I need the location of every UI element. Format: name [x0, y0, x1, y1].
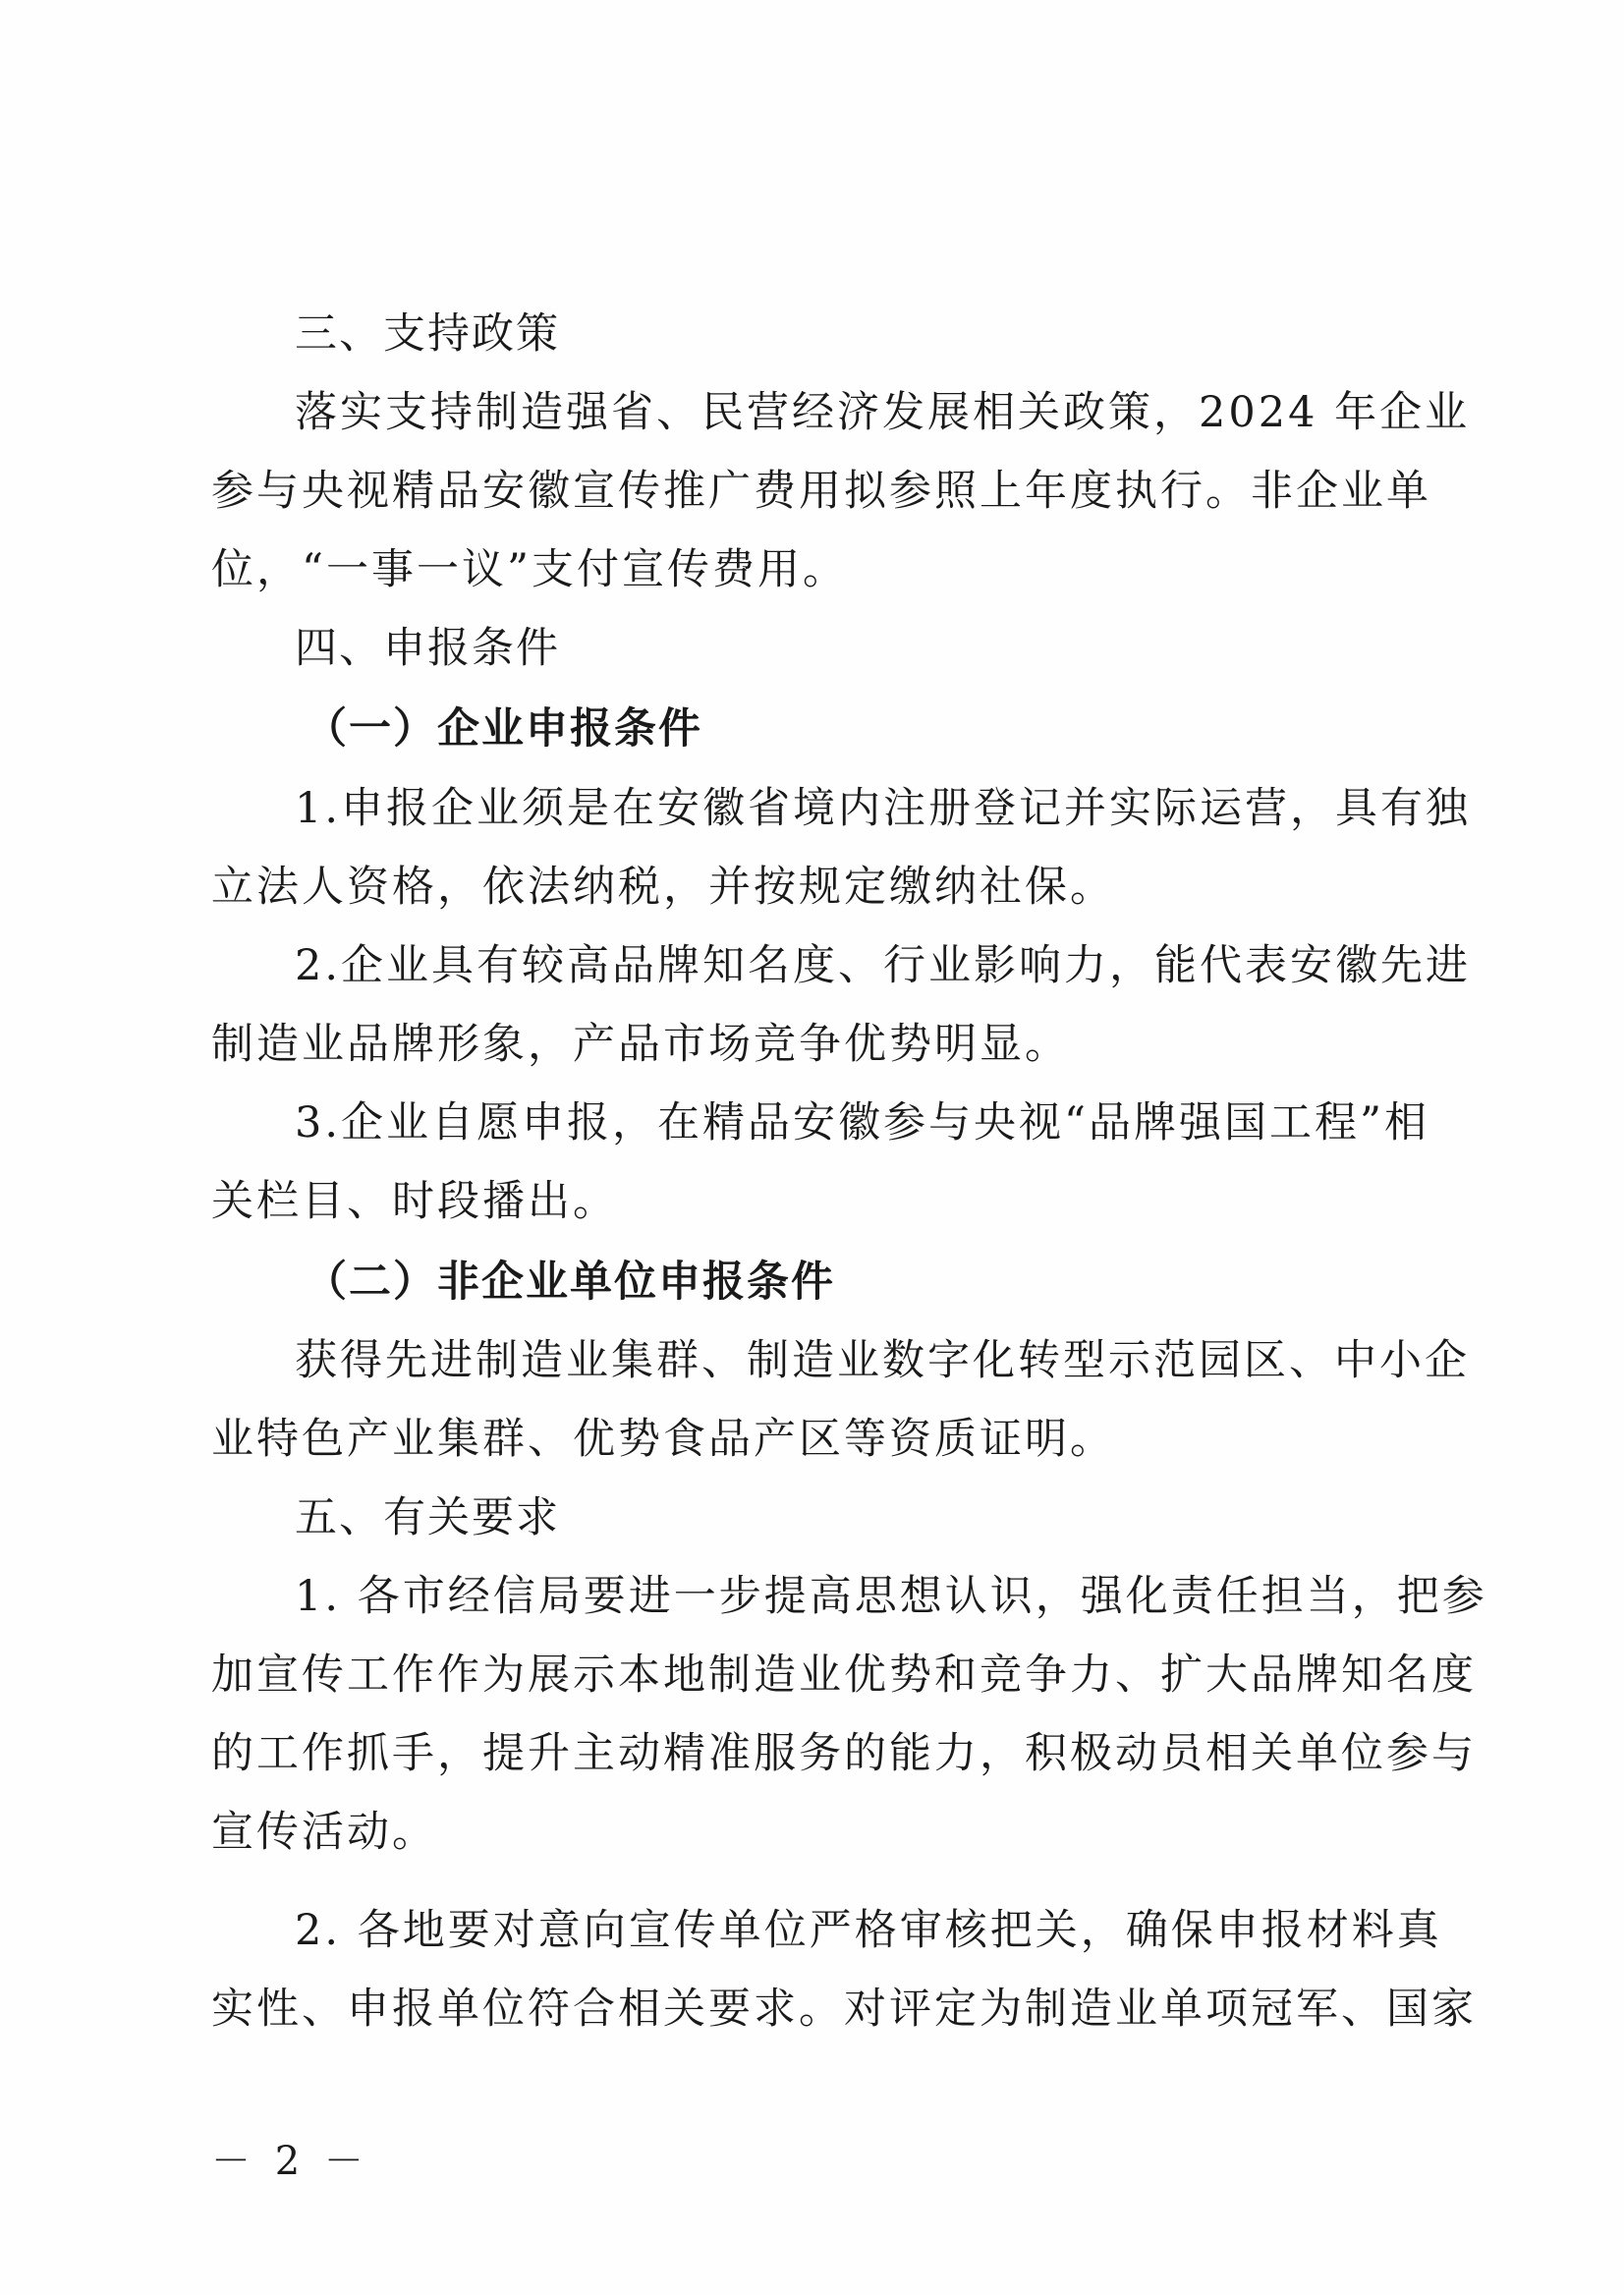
page-number: － 2 － — [211, 2139, 369, 2184]
paragraph-line: 参与央视精品安徽宣传推广费用拟参照上年度执行。非企业单 — [211, 467, 1431, 516]
paragraph-line: 落实支持制造强省、民营经济发展相关政策，2024 年企业 — [295, 388, 1471, 437]
paragraph-line: 实性、申报单位符合相关要求。对评定为制造业单项冠军、国家 — [211, 1985, 1477, 2034]
subsection-heading-enterprise: （一）企业申报条件 — [305, 704, 702, 754]
section-heading-requirements: 五、有关要求 — [295, 1493, 560, 1542]
section-heading-support-policy: 三、支持政策 — [295, 309, 560, 359]
paragraph-line: 制造业品牌形象，产品市场竞争优势明显。 — [211, 1020, 1070, 1069]
paragraph-line: 位，“一事一议”支付宣传费用。 — [211, 545, 848, 594]
paragraph-line: 2.企业具有较高品牌知名度、行业影响力，能代表安徽先进 — [295, 941, 1472, 990]
paragraph-line: 3.企业自愿申报，在精品安徽参与央视“品牌强国工程”相 — [295, 1098, 1429, 1148]
section-heading-application-conditions: 四、申报条件 — [295, 624, 560, 673]
paragraph-line: 1. 各市经信局要进一步提高思想认识，强化责任担当，把参 — [295, 1572, 1487, 1621]
paragraph-line: 的工作抓手，提升主动精准服务的能力，积极动员相关单位参与 — [211, 1729, 1477, 1778]
paragraph-line: 宣传活动。 — [211, 1808, 437, 1857]
paragraph-line: 获得先进制造业集群、制造业数字化转型示范园区、中小企 — [295, 1336, 1470, 1385]
paragraph-line: 1.申报企业须是在安徽省境内注册登记并实际运营，具有独 — [295, 784, 1472, 833]
subsection-heading-non-enterprise: （二）非企业单位申报条件 — [305, 1258, 835, 1307]
paragraph-line: 加宣传工作作为展示本地制造业优势和竞争力、扩大品牌知名度 — [211, 1651, 1477, 1700]
paragraph-line: 2. 各地要对意向宣传单位严格审核把关，确保申报材料真 — [295, 1906, 1442, 1955]
paragraph-line: 关栏目、时段播出。 — [211, 1177, 618, 1226]
paragraph-line: 立法人资格，依法纳税，并按规定缴纳社保。 — [211, 863, 1115, 912]
paragraph-line: 业特色产业集群、优势食品产区等资质证明。 — [211, 1415, 1115, 1464]
